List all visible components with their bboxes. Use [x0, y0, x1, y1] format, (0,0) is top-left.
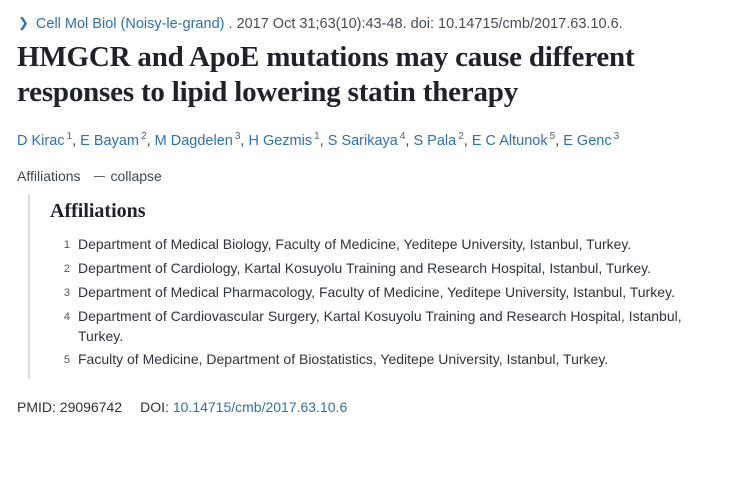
author-affiliation-marker[interactable]: 3: [613, 131, 620, 142]
author-affiliation-marker[interactable]: 2: [458, 131, 464, 142]
page-title: HMGCR and ApoE mutations may cause different responses to lipid lowering statin therapy: [17, 41, 635, 108]
affiliations-panel: [28, 194, 727, 379]
affiliation-number: 5: [63, 353, 70, 366]
affiliation-text: Department of Cardiovascular Surgery, Kartal Kosuyolu Training and Research Hospital, Istanbul, Turkey.: [78, 307, 682, 344]
author-link[interactable]: H Gezmis: [248, 132, 313, 149]
doi-label: DOI:: [140, 398, 169, 415]
author-entry: [563, 133, 619, 149]
author-link[interactable]: E Genc: [563, 132, 612, 149]
author-entry: S Pala $^2$,: [413, 131, 472, 149]
pmid-text: PMID: 29096742: [17, 398, 123, 415]
author-entry: M Dagdelen $^3$,: [154, 131, 249, 149]
list-item: [50, 349, 727, 370]
author-link[interactable]: D Kirac: [17, 132, 65, 149]
author-link[interactable]: E C Altunok: [471, 132, 548, 149]
author-entry: H Gezmis $^1$,: [248, 131, 328, 149]
affiliation-text: Faculty of Medicine, Department of Biostatistics, Yeditepe University, Istanbul, Turkey.: [78, 350, 609, 367]
author-affiliation-marker[interactable]: 1: [314, 131, 320, 142]
collapse-affiliations-button[interactable]: [94, 168, 161, 184]
affiliation-number: 4: [63, 310, 70, 323]
journal-link[interactable]: Cell Mol Biol (Noisy-le-grand): [35, 16, 225, 32]
author-list: [17, 126, 727, 152]
list-item: [50, 306, 727, 346]
author-entry: S Sarikaya $^4$,: [327, 131, 414, 149]
affiliation-number: 3: [63, 286, 70, 299]
chevron-right-icon[interactable]: ❯: [18, 15, 29, 30]
author-entry: E Bayam $^2$,: [80, 131, 155, 149]
affiliations-list: [50, 234, 727, 370]
affiliations-heading: Affiliations: [50, 199, 146, 222]
author-entry: E C Altunok $^5$,: [471, 131, 564, 149]
author-entry: D Kirac $^1$,: [17, 131, 81, 149]
affiliation-text: Department of Medical Biology, Faculty of Medicine, Yeditepe University, Istanbul, Turkey.: [78, 235, 632, 252]
author-link[interactable]: M Dagdelen: [154, 132, 233, 149]
affiliation-number: 2: [63, 262, 70, 275]
affiliation-number: 1: [63, 238, 70, 251]
list-item: [50, 258, 727, 279]
author-affiliation-marker[interactable]: 2: [141, 131, 147, 142]
affiliations-toggle-label: Affiliations: [17, 167, 81, 184]
affiliation-text: Department of Cardiology, Kartal Kosuyolu Training and Research Hospital, Istanbul, Turkey.: [78, 259, 651, 276]
author-affiliation-marker[interactable]: 5: [549, 131, 556, 142]
author-affiliation-marker[interactable]: 3: [234, 131, 241, 142]
author-affiliation-marker[interactable]: 1: [66, 131, 73, 142]
list-item: [50, 282, 727, 303]
collapse-label: collapse: [110, 167, 162, 184]
list-item: [50, 234, 727, 255]
citation-details: . 2017 Oct 31;63(10):43-48. doi: 10.14715/cmb/2017.63.10.6.: [228, 16, 623, 32]
author-link[interactable]: S Sarikaya: [327, 132, 398, 149]
minus-icon: [94, 176, 105, 177]
affiliations-toggle-row: [17, 166, 727, 186]
citation-line: [18, 14, 727, 34]
author-link[interactable]: S Pala: [413, 132, 457, 149]
author-affiliation-marker[interactable]: 4: [399, 131, 406, 142]
author-link[interactable]: E Bayam: [80, 132, 140, 149]
affiliation-text: Department of Medical Pharmacology, Faculty of Medicine, Yeditepe University, Istanbul, Turkey.: [78, 283, 675, 300]
doi-link[interactable]: 10.14715/cmb/2017.63.10.6: [172, 398, 348, 415]
identifier-row: [17, 397, 727, 417]
